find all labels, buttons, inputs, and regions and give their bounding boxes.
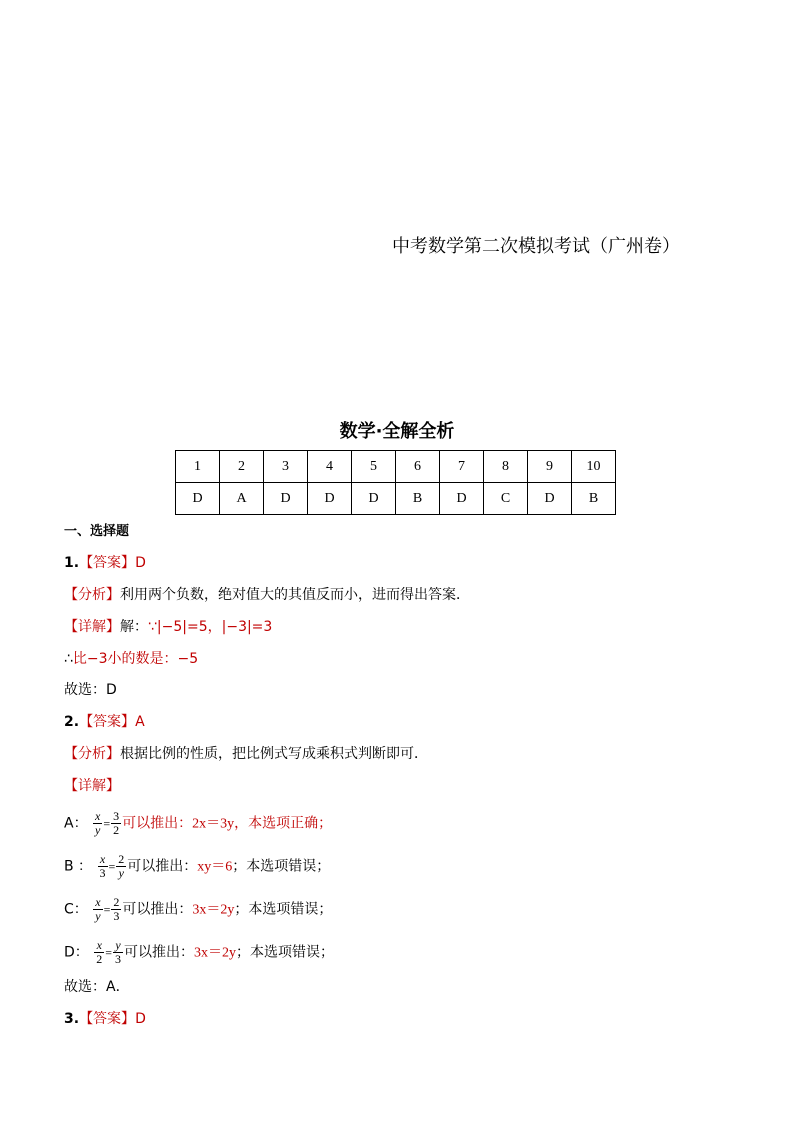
question-number-cell: 9	[528, 451, 572, 483]
fraction: $\frac{y}{3}$	[115, 938, 122, 966]
q2-option-b: B ： $\frac{x}{3}$ = $\frac{2}{y}$ 可以推出：xy＝6；本选项错误；	[64, 852, 331, 880]
option-result: 3x＝2y	[194, 945, 237, 961]
part-heading: 一、选择题	[64, 524, 130, 539]
q1-detail-tag: 【详解】	[64, 619, 120, 635]
q2-choose-line: 故选：A．	[64, 979, 130, 995]
question-number-cell: 2	[220, 451, 264, 483]
option-result: xy＝6	[197, 859, 233, 875]
answer-cell: D	[176, 483, 220, 515]
answer-table-answer-row	[176, 483, 616, 515]
q2-analysis-tag: 【分析】	[64, 746, 120, 762]
q1-therefore-line	[64, 649, 198, 669]
option-label: A：	[64, 815, 88, 832]
q3-answer-line	[64, 1009, 146, 1029]
answer-cell: D	[440, 483, 484, 515]
q2-number: 2.	[64, 714, 80, 730]
fraction: $\frac{2}{3}$	[113, 895, 120, 923]
option-result: 3x＝2y	[192, 902, 235, 918]
question-number-cell: 8	[484, 451, 528, 483]
answer-cell: D	[528, 483, 572, 515]
fraction: $\frac{2}{y}$	[118, 852, 125, 880]
q2-option-a: A： $\frac{x}{y}$ = $\frac{3}{2}$ 可以推出：2x＝3y，本选项正确；	[64, 809, 333, 837]
option-label: D：	[64, 944, 89, 961]
answer-cell: A	[220, 483, 264, 515]
answer-cell: C	[484, 483, 528, 515]
question-number-cell: 5	[352, 451, 396, 483]
question-number-cell: 4	[308, 451, 352, 483]
q1-answer-line	[64, 553, 146, 573]
q1-therefore-text: 比−3小的数是：−5	[72, 651, 199, 667]
answer-table-number-row	[176, 451, 616, 483]
q1-detail-math: ∵|−5|=5，|−3|=3	[148, 619, 273, 635]
answer-cell: B	[572, 483, 616, 515]
fraction: $\frac{3}{2}$	[113, 809, 120, 837]
option-label: B ：	[64, 858, 93, 875]
question-number-cell: 1	[176, 451, 220, 483]
q2-answer: A	[135, 714, 145, 730]
answer-cell: D	[352, 483, 396, 515]
q2-option-c: C： $\frac{x}{y}$ = $\frac{2}{3}$ 可以推出：3x＝2y；本选项错误；	[64, 895, 333, 923]
q3-answer-tag: 【答案】	[79, 1011, 136, 1027]
question-number-cell: 3	[264, 451, 308, 483]
question-number-cell: 7	[440, 451, 484, 483]
fraction: $\frac{x}{y}$	[95, 809, 101, 837]
fraction: $\frac{x}{2}$	[96, 938, 103, 966]
answer-table	[175, 450, 616, 515]
question-number-cell: 10	[572, 451, 616, 483]
q2-answer-tag: 【答案】	[79, 714, 136, 730]
q3-answer: D	[135, 1011, 146, 1027]
q2-analysis-text: 根据比例的性质，把比例式写成乘积式判断即可．	[120, 746, 428, 762]
q1-number: 1.	[64, 555, 80, 571]
q1-detail-line	[64, 617, 272, 637]
q3-number: 3.	[64, 1011, 80, 1027]
answer-cell: D	[308, 483, 352, 515]
q1-choose-line: 故选：D	[64, 682, 117, 698]
q1-detail-prefix: 解：	[120, 619, 148, 635]
q2-option-d: D： $\frac{x}{2}$ = $\frac{y}{3}$ 可以推出：3x＝2y；本选项错误；	[64, 938, 335, 966]
fraction: $\frac{x}{3}$	[99, 852, 106, 880]
option-label: C：	[64, 901, 88, 918]
q2-answer-line	[64, 712, 145, 732]
option-result: 2x＝3y	[192, 816, 235, 832]
q1-analysis-line	[64, 585, 470, 605]
therefore-symbol: ∴	[64, 651, 73, 667]
section-title: 数学·全解全析	[339, 421, 455, 442]
q1-analysis-tag: 【分析】	[64, 587, 120, 603]
q2-analysis-line	[64, 744, 428, 764]
answer-cell: B	[396, 483, 440, 515]
q2-detail-tag: 【详解】	[64, 778, 120, 794]
question-number-cell: 6	[396, 451, 440, 483]
q1-answer: D	[135, 555, 146, 571]
document-title: 中考数学第二次模拟考试（广州卷）	[392, 236, 680, 257]
answer-cell: D	[264, 483, 308, 515]
q1-answer-tag: 【答案】	[79, 555, 136, 571]
q1-analysis-text: 利用两个负数，绝对值大的其值反而小，进而得出答案．	[120, 587, 470, 603]
fraction: $\frac{x}{y}$	[95, 895, 101, 923]
